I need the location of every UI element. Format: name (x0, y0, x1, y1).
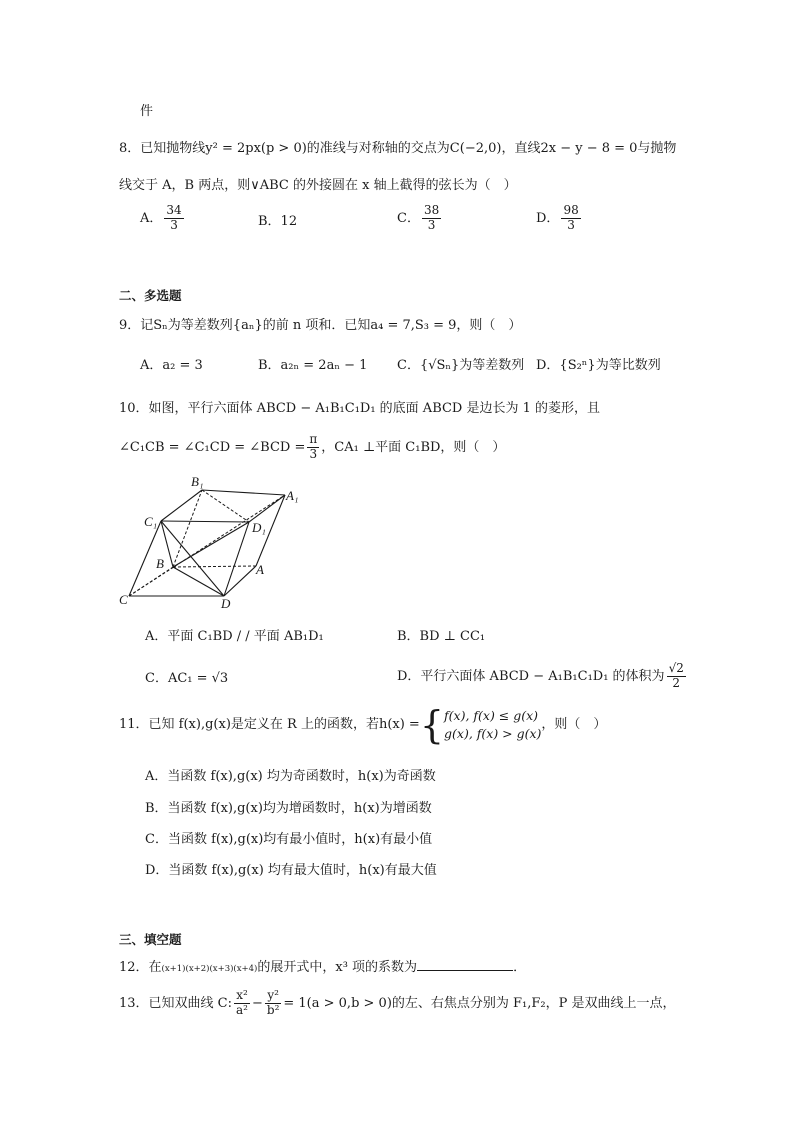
vertex-label-c: C (119, 592, 128, 607)
q12-stem (119, 957, 526, 976)
q9-option-b: B．a₂ₙ = 2aₙ − 1 (258, 358, 368, 373)
q13-fraction-y-denominator: b² (266, 1002, 280, 1017)
q12-stem-middle: 的展开式中，x³ 项的系数为 (257, 960, 418, 975)
vertex-label-d1: D₁ (252, 520, 266, 535)
q10-option-d-text: D．平行六面体 ABCD − A₁B₁C₁D₁ 的体积为 (397, 668, 665, 684)
hidden-diagonal-b1-d1 (202, 490, 249, 522)
diagonal-b-d (173, 567, 224, 596)
q8-option-a-label: A． (140, 210, 163, 226)
q11-case-2: g(x), f(x) > g(x) (444, 726, 542, 741)
q10-option-d-numerator: √2 (668, 661, 684, 675)
q8-option-c (397, 204, 443, 233)
q10-option-d-fraction (667, 662, 686, 691)
q10-option-c: C．AC₁ = √3 (145, 671, 229, 686)
q10-option-d-denominator: 2 (672, 675, 681, 690)
q8-option-b: B．12 (258, 214, 298, 229)
vertex-label-a: A (256, 562, 264, 577)
q10-angle-fraction (307, 433, 319, 462)
q8-stem-line1: 8．已知抛物线y² = 2px(p > 0)的准线与对称轴的交点为C(−2,0)，直线2x − y − 8 = 0与抛物 (119, 141, 677, 156)
q10-option-a: A．平面 C₁BD / / 平面 AB₁D₁ (145, 629, 324, 644)
hidden-diagonal-c-a1 (129, 495, 285, 596)
q8-option-d-fraction (561, 204, 580, 233)
q13-minus-sign: − (251, 995, 263, 1011)
q11-option-c: C．当函数 f(x),g(x)均有最小值时，h(x)有最小值 (145, 832, 433, 847)
q8-option-c-numerator: 38 (423, 203, 440, 217)
q11-option-a: A．当函数 f(x),g(x) 均为奇函数时，h(x)为奇函数 (145, 769, 436, 784)
q12-answer-blank (417, 957, 513, 971)
vertex-label-c1: C₁ (144, 514, 158, 529)
q8-option-d-numerator: 98 (563, 203, 579, 217)
q11-option-b: B．当函数 f(x),g(x)均为增函数时，h(x)为增函数 (145, 801, 432, 816)
q11-stem-text: 11．已知 f(x),g(x)是定义在 R 上的函数，若h(x) = (119, 717, 420, 733)
hidden-edge-b-a (173, 566, 256, 567)
vertex-label-a1: A₁ (286, 488, 299, 503)
q10-option-d (397, 662, 688, 691)
edge-b1-a1 (202, 490, 285, 495)
q9-option-c: C．{√Sₙ}为等差数列 (397, 358, 525, 373)
q13-stem-prefix: 13．已知双曲线 C: (119, 995, 233, 1011)
prev-question-tail: 件 (140, 104, 154, 119)
section-heading-fill-in: 三、填空题 (119, 932, 182, 947)
q12-stem-prefix: 12．在 (119, 960, 162, 975)
parallelepiped-figure (110, 470, 310, 615)
q11-option-d: D．当函数 f(x),g(x) 均有最大值时，h(x)有最大值 (145, 863, 437, 878)
q8-option-c-label: C． (397, 210, 420, 226)
q8-option-d-label: D． (536, 210, 560, 226)
q11-case-1: f(x), f(x) ≤ g(x) (444, 707, 539, 723)
q13-fraction-x-denominator: a² (236, 1002, 248, 1017)
q8-option-a-fraction (164, 204, 183, 233)
q8-option-a (140, 204, 186, 233)
q13-stem (119, 989, 676, 1018)
q10-angle-denominator: 3 (309, 446, 318, 461)
q11-piecewise-cases (444, 707, 541, 743)
q13-stem-suffix: = 1(a > 0,b > 0)的左、右焦点分别为 F₁,F₂，P 是双曲线上一点， (283, 995, 676, 1011)
q10-option-b: B．BD ⊥ CC₁ (397, 629, 486, 644)
q10-angle-condition: ∠C₁CB = ∠C₁CD = ∠BCD = (119, 439, 306, 455)
q8-stem-line2: 线交于 A，B 两点，则∨ABC 的外接圆在 x 轴上截得的弦长为（ ） (119, 178, 517, 193)
q11-stem-tail: ，则（ ） (541, 717, 607, 733)
q10-perpendicular-condition: ，CA₁ ⊥平面 C₁BD，则（ ） (321, 439, 506, 455)
q13-fraction-x-numerator: x² (236, 988, 248, 1002)
q12-product-expression: (x+1)(x+2)(x+3)(x+4) (161, 964, 258, 974)
q13-fraction-x (234, 989, 250, 1018)
q9-stem: 9．记Sₙ为等差数列{aₙ}的前 n 项和．已知a₄ = 7,S₃ = 9，则（ ） (119, 318, 522, 333)
q9-option-a: A．a₂ = 3 (140, 358, 203, 373)
q8-option-c-denominator: 3 (427, 217, 436, 232)
q13-fraction-y-numerator: y² (267, 988, 279, 1002)
q13-fraction-y (265, 989, 282, 1018)
q8-option-a-numerator: 34 (166, 203, 182, 217)
vertex-label-d: D (221, 596, 231, 611)
q10-angle-numerator: π (309, 432, 318, 446)
q10-stem-line2 (119, 433, 505, 462)
q8-option-d-denominator: 3 (567, 217, 575, 232)
q8-option-d (536, 204, 583, 233)
q12-stem-suffix: ． (513, 960, 527, 975)
vertex-label-b1: B₁ (191, 474, 204, 489)
q8-option-c-fraction (422, 204, 441, 233)
piecewise-brace-icon: { (419, 703, 445, 747)
q11-stem (119, 703, 607, 747)
q10-stem-line1: 10．如图，平行六面体 ABCD − A₁B₁C₁D₁ 的底面 ABCD 是边长为 1 的菱形，且 (119, 401, 601, 416)
edge-d1-c1 (161, 521, 249, 522)
section-heading-multiple-choice: 二、多选题 (119, 288, 182, 303)
q9-option-d: D．{S₂ⁿ}为等比数列 (536, 358, 661, 373)
vertex-label-b: B (156, 556, 164, 571)
q8-option-a-denominator: 3 (170, 217, 178, 232)
